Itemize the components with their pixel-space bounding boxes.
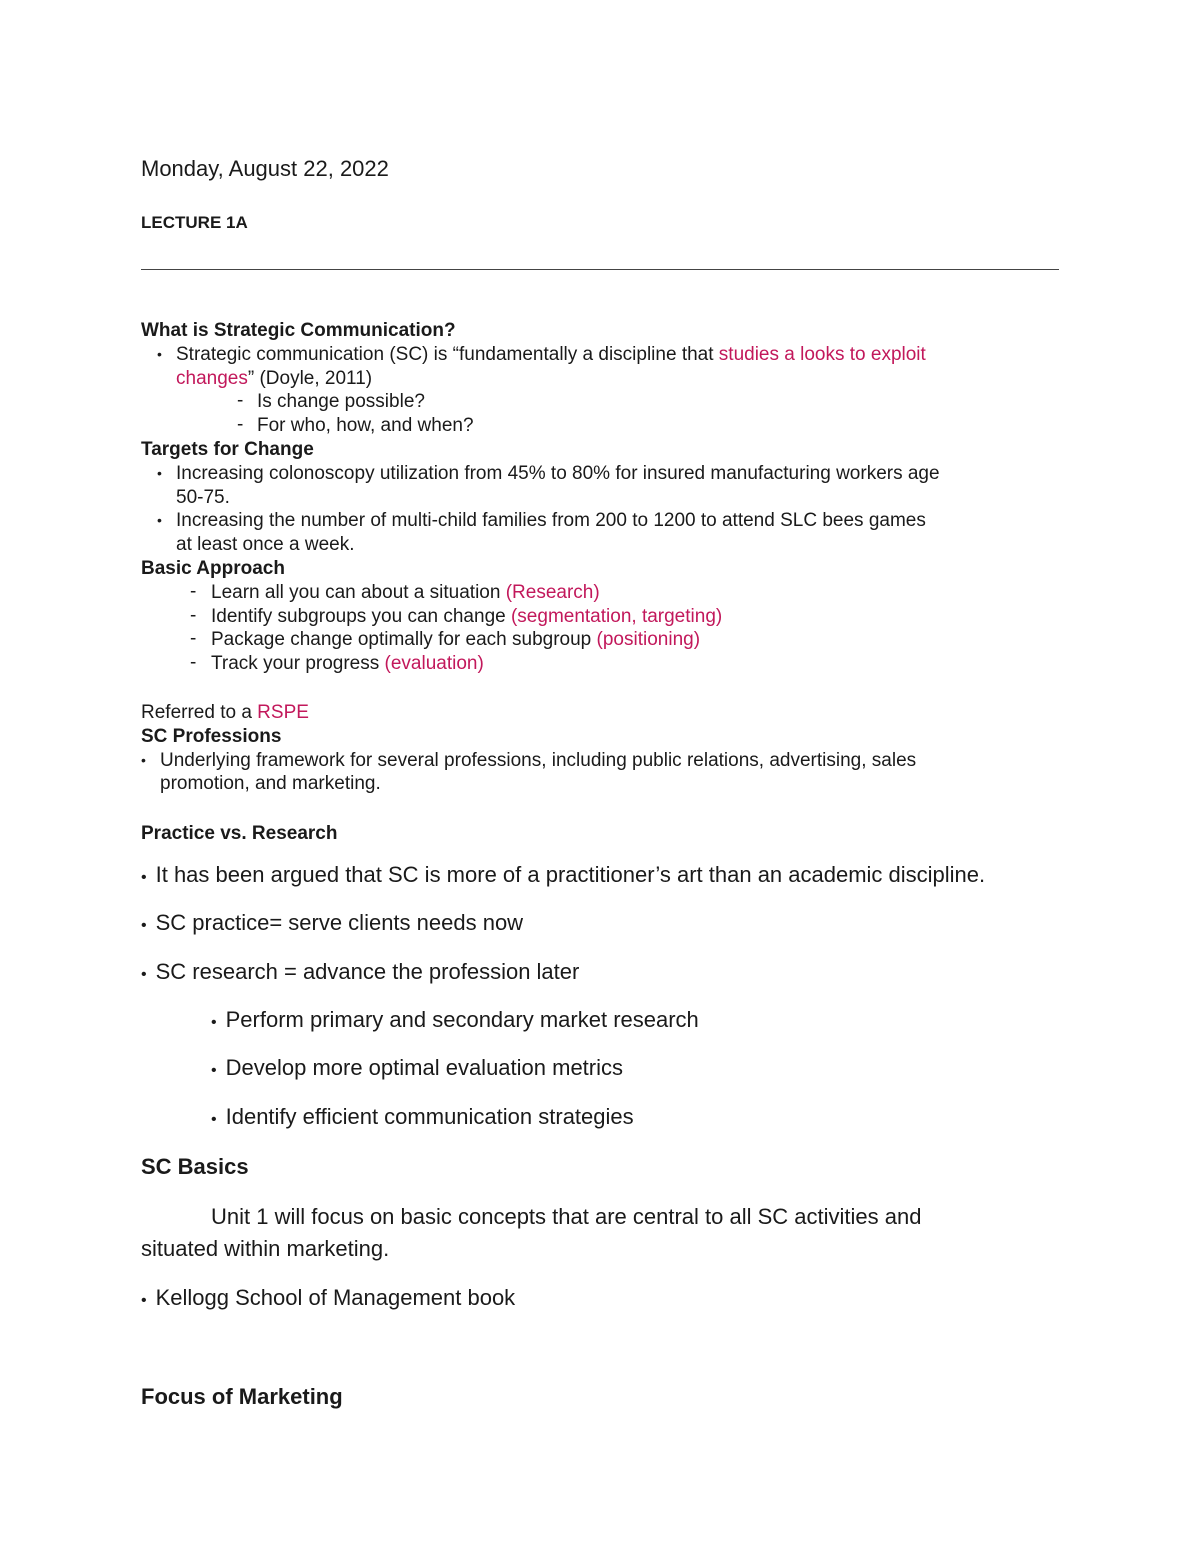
approach-tag: (evaluation) [384, 653, 484, 675]
practice-text: SC research = advance the profession later [155, 959, 580, 984]
bullet-icon: • [141, 751, 146, 768]
marketing-heading: Focus of Marketing [141, 1384, 343, 1409]
professions-text: Underlying framework for several professions, including public relations, advertising, sales [160, 749, 917, 771]
bullet-icon: • [141, 869, 147, 886]
practice-sub-text: Identify efficient communication strategies [225, 1104, 634, 1129]
sub-list-item [211, 1007, 699, 1033]
horizontal-divider [141, 269, 1059, 270]
bullet-icon: • [157, 464, 162, 481]
list-item [141, 652, 1061, 676]
bullet-icon: • [141, 917, 147, 934]
list-item [141, 509, 1061, 557]
list-item [141, 1285, 515, 1311]
professions-section [141, 701, 1061, 796]
sub-item-text: Is change possible? [257, 391, 425, 413]
target-text: Increasing the number of multi-child families from 200 to 1200 to attend SLC bees games [176, 510, 926, 532]
list-item [141, 462, 1061, 510]
basics-heading: SC Basics [141, 1154, 249, 1179]
bullet-icon: • [211, 1062, 217, 1079]
practice-sub-text: Perform primary and secondary market research [225, 1007, 699, 1032]
professions-text-cont: promotion, and marketing. [160, 773, 381, 795]
definition-text: Strategic communication (SC) is “fundamentally a discipline that [176, 343, 719, 365]
dash-icon: - [237, 390, 244, 412]
rspe-acronym: RSPE [257, 702, 309, 723]
bullet-icon: • [157, 345, 162, 362]
basics-text: Unit 1 will focus on basic concepts that are central to all SC activities and [211, 1204, 922, 1229]
approach-text: Learn all you can about a situation [211, 581, 506, 603]
list-item [141, 343, 1061, 391]
approach-text: Package change optimally for each subgroup [211, 629, 597, 651]
approach-tag: (Research) [505, 581, 600, 603]
target-text-cont: 50-75. [176, 486, 230, 508]
target-text: Increasing colonoscopy utilization from 45% to 80% for insured manufacturing workers age [176, 462, 940, 484]
approach-tag: (positioning) [596, 629, 701, 651]
rspe-text: Referred to a [141, 702, 258, 723]
dash-icon: - [190, 628, 197, 650]
bullet-icon: • [211, 1111, 217, 1128]
approach-tag: (segmentation, targeting) [510, 605, 723, 627]
list-item [141, 749, 1061, 797]
list-item [141, 605, 1061, 629]
sub-list-item [211, 1104, 634, 1130]
what-is-section [141, 319, 1061, 676]
document-date: Monday, August 22, 2022 [141, 156, 389, 181]
sub-list-item [141, 390, 1061, 414]
practice-sub-text: Develop more optimal evaluation metrics [225, 1055, 624, 1080]
dash-icon: - [237, 414, 244, 436]
basics-text-cont: situated within marketing. [141, 1236, 390, 1261]
definition-highlight-cont: changes [176, 367, 248, 389]
list-item [141, 628, 1061, 652]
sub-list-item [211, 1055, 623, 1081]
basics-item-text: Kellogg School of Management book [155, 1285, 516, 1310]
bullet-icon: • [211, 1014, 217, 1031]
approach-heading: Basic Approach [141, 557, 285, 579]
practice-text: SC practice= serve clients needs now [155, 910, 524, 935]
list-item [141, 862, 985, 888]
definition-highlight: studies a looks to exploit [718, 343, 926, 365]
bullet-icon: • [141, 1292, 147, 1309]
dash-icon: - [190, 604, 197, 626]
professions-heading: SC Professions [141, 725, 282, 747]
approach-text: Identify subgroups you can change [211, 605, 511, 627]
rspe-line [141, 701, 1061, 725]
citation-text: ” (Doyle, 2011) [247, 367, 373, 389]
target-text-cont: at least once a week. [176, 534, 355, 556]
dash-icon: - [190, 652, 197, 674]
sub-item-text: For who, how, and when? [257, 415, 474, 437]
dash-icon: - [190, 580, 197, 602]
list-item [141, 581, 1061, 605]
targets-heading: Targets for Change [141, 438, 314, 460]
list-item [141, 910, 523, 936]
bullet-icon: • [141, 966, 147, 983]
practice-heading: Practice vs. Research [141, 823, 338, 844]
bullet-icon: • [157, 512, 162, 529]
what-is-heading: What is Strategic Communication? [141, 320, 456, 341]
sub-list-item [141, 414, 1061, 438]
approach-text: Track your progress [211, 653, 385, 675]
lecture-title: LECTURE 1A [141, 213, 248, 232]
list-item [141, 959, 579, 985]
basics-paragraph [141, 1201, 1041, 1265]
practice-text: It has been argued that SC is more of a practitioner’s art than an academic discipline. [155, 862, 986, 887]
